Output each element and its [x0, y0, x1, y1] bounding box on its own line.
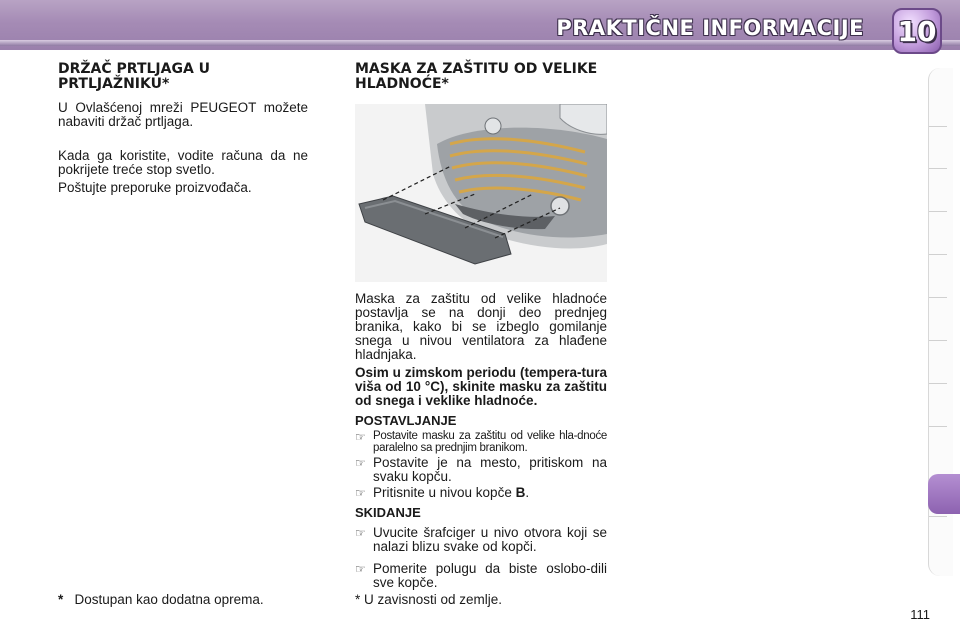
footnote-asterisk: *: [58, 592, 64, 607]
install-step-3-end: .: [525, 485, 530, 500]
remove-step-2: [355, 562, 607, 590]
rail-divider: [929, 426, 947, 427]
hand-pointer-icon: ☞: [355, 456, 366, 470]
hand-pointer-icon: ☞: [355, 486, 366, 500]
cold-mask-heading: MASKA ZA ZAŠTITU OD VELIKE HLADNOĆE*: [355, 61, 598, 92]
install-step-3-text: [373, 486, 607, 500]
clip-key: B: [515, 485, 526, 500]
luggage-holder-paragraph-3: Poštujte preporuke proizvođača.: [58, 180, 252, 195]
luggage-holder-paragraph-2: Kada ga koristite, vodite računa da ne pokrijete treće stop svetlo.: [58, 148, 308, 177]
left-footnote: [58, 592, 264, 607]
install-heading: POSTAVLJANJE: [355, 413, 457, 428]
bumper-drawing: [355, 104, 607, 282]
install-step-3: [355, 486, 607, 500]
middle-column: [355, 62, 607, 590]
cold-mask-warning: Osim u zimskom periodu (tempera-tura viša od 10 °C), skinite masku za zaštitu od snega i veklike hladnoće.: [355, 365, 607, 408]
rail-divider: [929, 383, 947, 384]
chapter-number: 10: [897, 14, 937, 48]
install-step-2: [355, 456, 607, 484]
hand-pointer-icon: ☞: [355, 430, 366, 444]
rail-divider: [929, 340, 947, 341]
luggage-holder-heading: DRŽAČ PRTLJAGA U PRTLJAŽNIKU*: [58, 61, 211, 92]
remove-heading: SKIDANJE: [355, 505, 421, 520]
remove-step-2-text: Pomerite polugu da biste oslobo-dili sve kopče.: [373, 561, 607, 590]
rail-divider: [929, 516, 947, 517]
luggage-holder-paragraph-1: U Ovlašćenoj mreži PEUGEOT možete nabaviti držač prtljaga.: [58, 100, 308, 129]
hand-pointer-icon: ☞: [355, 562, 366, 576]
page-number: 111: [910, 607, 930, 622]
rail-divider: [929, 297, 947, 298]
bumper-mask-illustration: [355, 104, 607, 282]
chapter-badge: [892, 8, 942, 54]
left-column: [58, 62, 308, 195]
active-chapter-tab[interactable]: [928, 474, 960, 514]
left-footnote-text: Dostupan kao dodatna oprema.: [74, 592, 264, 607]
cold-mask-paragraph-1: Maska za zaštitu od velike hladnoće postavlja se na donji deo prednjeg branika, kako bi se izbeglo gomilanje snega u nivou ventilatora za hlađene hladnjaka.: [355, 291, 607, 362]
remove-step-1: [355, 526, 607, 554]
rail-divider: [929, 126, 947, 127]
middle-footnote: * U zavisnosti od zemlje.: [355, 592, 503, 607]
rail-divider: [929, 168, 947, 169]
rail-divider: [929, 211, 947, 212]
hand-pointer-icon: ☞: [355, 526, 366, 540]
remove-step-1-text: Uvucite šrafciger u nivo otvora koji se nalazi blizu svake od kopči.: [373, 525, 607, 554]
header-stripe: [0, 40, 960, 46]
install-step-3-label: Pritisnite u nivou kopče: [373, 485, 512, 500]
page-title: PRAKTIČNE INFORMACIJE: [556, 16, 864, 40]
install-step-1-text: Postavite masku za zaštitu od velike hla-dnoće paralelno sa prednjim branikom.: [373, 430, 607, 454]
install-step-2-text: Postavite je na mesto, pritiskom na svaku kopču.: [373, 455, 607, 484]
rail-divider: [929, 254, 947, 255]
install-step-1: [355, 430, 607, 454]
